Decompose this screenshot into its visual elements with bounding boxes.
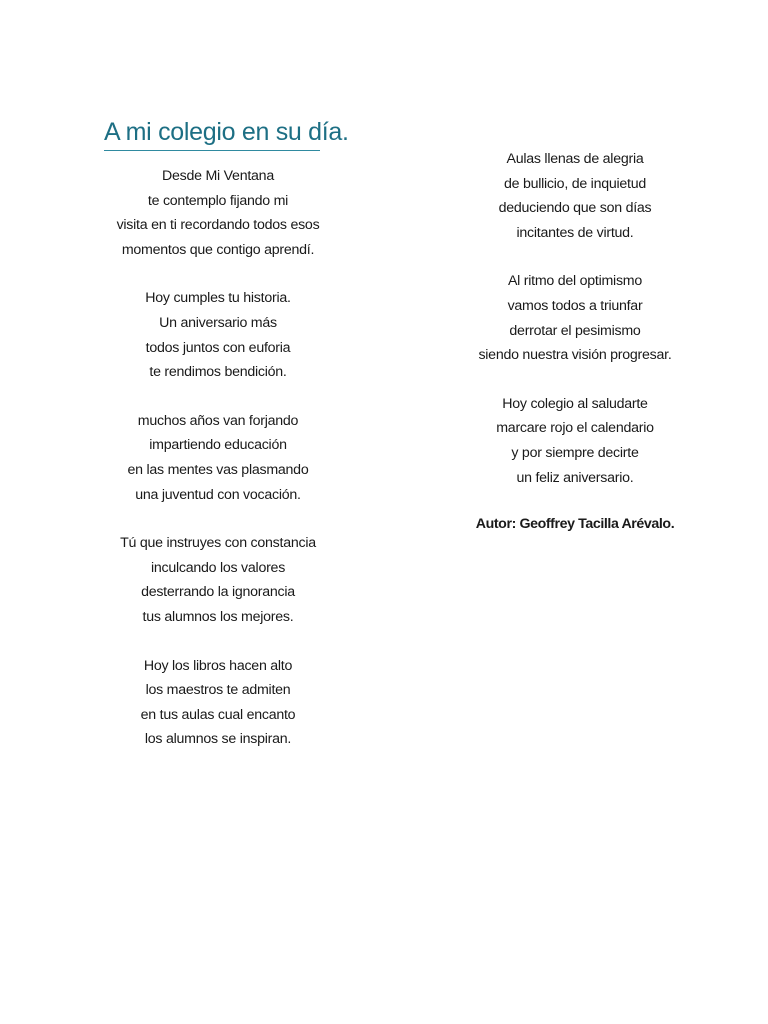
verse-line: desterrando la ignorancia: [141, 584, 295, 601]
verse-line: tus alumnos los mejores.: [142, 608, 294, 625]
author-credit: Autor: Geoffrey Tacilla Arévalo.: [475, 516, 675, 533]
verse-line: los maestros te admiten: [145, 682, 291, 699]
stanza-7: [450, 269, 700, 367]
verse-line: Hoy cumples tu historia.: [145, 290, 291, 307]
verse-line: Al ritmo del optimismo: [507, 273, 643, 290]
verse-line: deduciendo que son días: [498, 200, 652, 217]
verse-line: en las mentes vas plasmando: [127, 461, 309, 478]
verse-line: vamos todos a triunfar: [507, 297, 643, 314]
verse-line: los alumnos se inspiran.: [144, 731, 292, 748]
verse-line: inculcando los valores: [150, 559, 286, 576]
verse-line: te rendimos bendición.: [149, 364, 287, 381]
verse-line: Un aniversario más: [159, 314, 277, 331]
verse-line: y por siempre decirte: [511, 444, 639, 461]
verse-line: visita en ti recordando todos esos: [116, 217, 320, 234]
stanza-4: [88, 531, 348, 629]
verse-line: un feliz aniversario.: [516, 469, 634, 486]
verse-line: impartiendo educación: [149, 437, 287, 454]
verse-line: muchos años van forjando: [137, 412, 299, 429]
stanza-8: [450, 392, 700, 490]
verse-line: Aulas llenas de alegria: [506, 151, 644, 167]
stanza-2: [88, 286, 348, 384]
verse-line: todos juntos con euforia: [145, 339, 291, 356]
verse-line: una juventud con vocación.: [135, 486, 301, 503]
stanza-6: [450, 147, 700, 245]
poem-title: A mi colegio en su día.: [104, 118, 349, 146]
verse-line: te contemplo fijando mi: [147, 192, 289, 209]
verse-line: en tus aulas cual encanto: [140, 706, 296, 723]
verse-line: marcare rojo el calendario: [496, 420, 654, 437]
verse-line: Tú que instruyes con constancia: [120, 535, 316, 552]
verse-line: incitantes de virtud.: [516, 224, 634, 241]
right-column: [450, 147, 700, 537]
verse-line: Hoy colegio al saludarte: [502, 395, 648, 412]
verse-line: momentos que contigo aprendí.: [121, 241, 315, 258]
stanza-3: [88, 409, 348, 507]
verse-line: siendo nuestra visión progresar.: [478, 347, 672, 364]
stanza-5: [88, 654, 348, 752]
verse-line: derrotar el pesimismo: [509, 322, 641, 339]
stanza-1: [88, 164, 348, 262]
verse-line: Hoy los libros hacen alto: [143, 657, 293, 674]
verse-line: Desde Mi Ventana: [162, 168, 274, 184]
verse-line: de bullicio, de inquietud: [503, 175, 647, 192]
left-column: [88, 164, 348, 752]
title-underline: [104, 150, 320, 151]
